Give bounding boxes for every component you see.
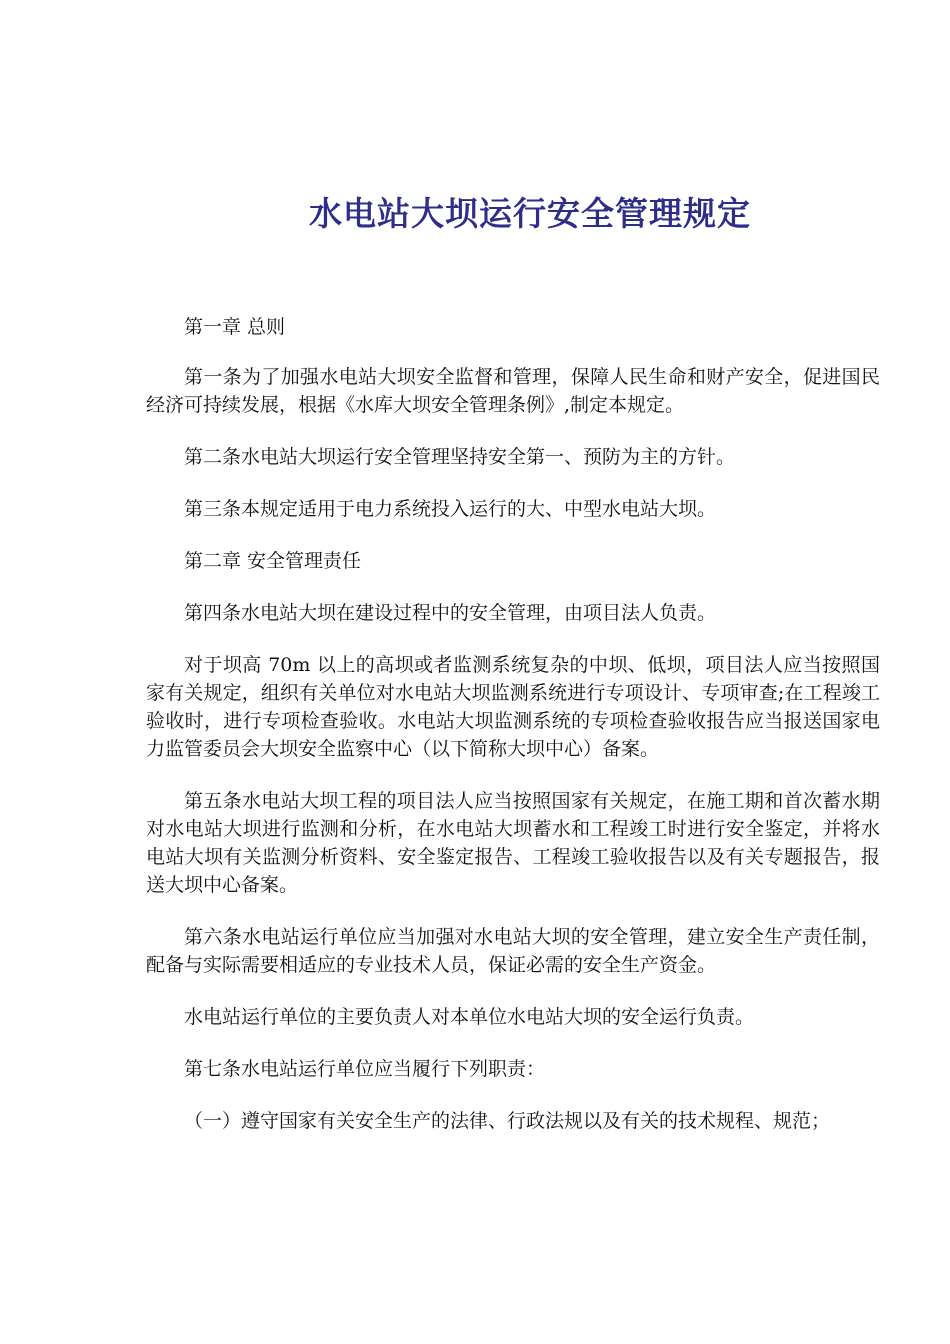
article-paragraph: 第一条为了加强水电站大坝安全监督和管理，保障人民生命和财产安全，促进国民经济可持续发展，根据《水库大坝安全管理条例》,制定本规定。 <box>146 366 880 416</box>
article-paragraph: 第三条本规定适用于电力系统投入运行的大、中型水电站大坝。 <box>184 498 717 520</box>
article-paragraph: 第四条水电站大坝在建设过程中的安全管理，由项目法人负责。 <box>184 602 717 624</box>
article-paragraph: 第七条水电站运行单位应当履行下列职责： <box>184 1058 546 1080</box>
list-item: （一）遵守国家有关安全生产的法律、行政法规以及有关的技术规程、规范； <box>184 1110 831 1132</box>
chapter-heading: 第二章 安全管理责任 <box>184 550 362 572</box>
document-body <box>146 313 880 1159</box>
article-paragraph: 第五条水电站大坝工程的项目法人应当按照国家有关规定，在施工期和首次蓄水期对水电站大坝进行监测和分析，在水电站大坝蓄水和工程竣工时进行安全鉴定，并将水电站大坝有关监测分析资料、安全鉴定报告、工程竣工验收报告以及有关专题报告，报送大坝中心备案。 <box>146 790 880 896</box>
article-paragraph: 对于坝高 70m 以上的高坝或者监测系统复杂的中坝、低坝，项目法人应当按照国家有关规定，组织有关单位对水电站大坝监测系统进行专项设计、专项审查;在工程竣工验收时，进行专项检查验收。水电站大坝监测系统的专项检查验收报告应当报送国家电力监管委员会大坝安全监察中心（以下简称大坝中心）备案。 <box>146 654 880 760</box>
article-paragraph: 第六条水电站运行单位应当加强对水电站大坝的安全管理，建立安全生产责任制，配备与实际需要相适应的专业技术人员，保证必需的安全生产资金。 <box>146 926 880 976</box>
document-title: 水电站大坝运行安全管理规定 <box>309 194 751 233</box>
chapter-heading: 第一章 总则 <box>184 316 286 338</box>
article-paragraph: 水电站运行单位的主要负责人对本单位水电站大坝的安全运行负责。 <box>184 1006 755 1028</box>
article-paragraph: 第二条水电站大坝运行安全管理坚持安全第一、预防为主的方针。 <box>184 446 736 468</box>
